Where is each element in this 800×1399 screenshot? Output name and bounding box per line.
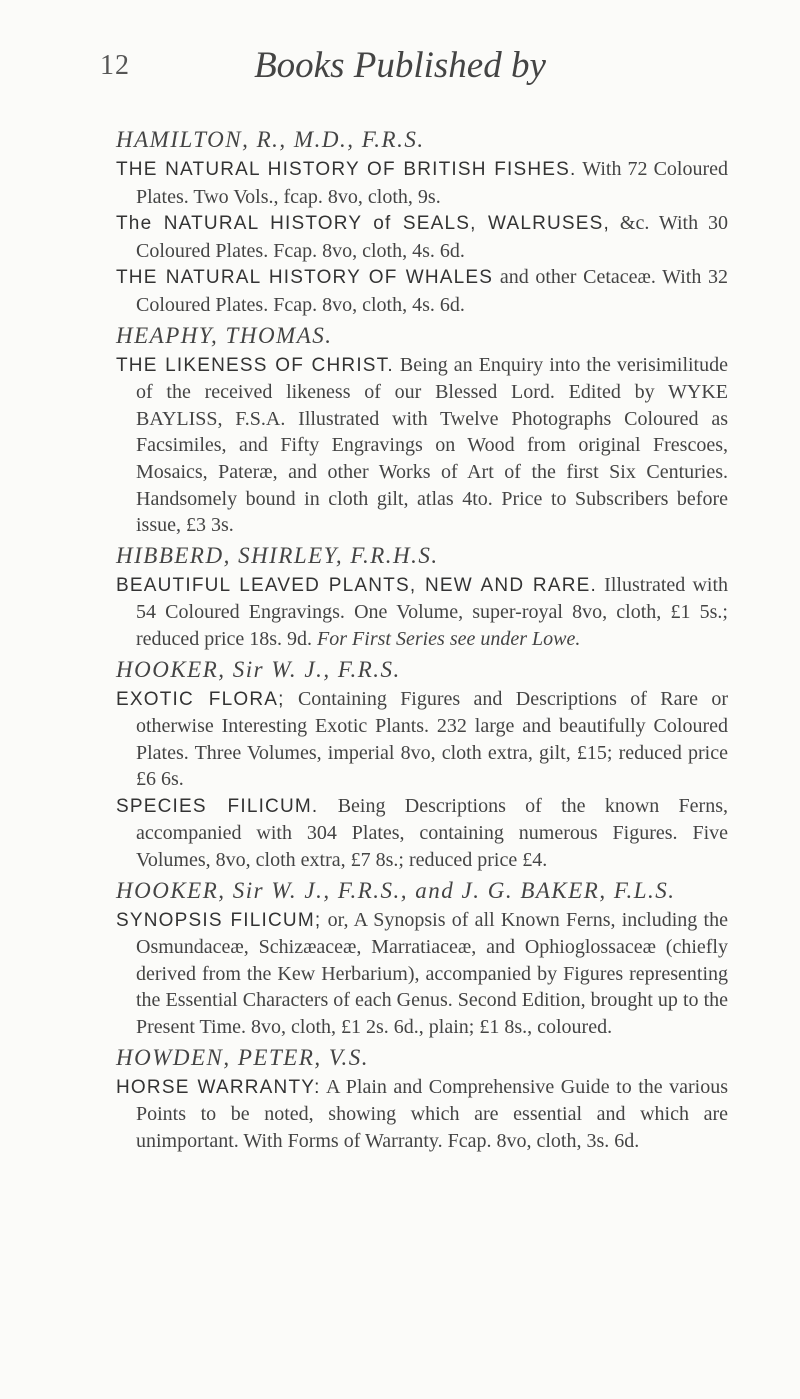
author-heading: HOOKER, Sir W. J., F.R.S. xyxy=(116,656,401,682)
author-heading: HIBBERD, SHIRLEY, F.R.H.S. xyxy=(116,542,439,568)
author-heading: HAMILTON, R., M.D., F.R.S. xyxy=(116,127,425,152)
author-heading: HOOKER, Sir W. J., F.R.S., and J. G. BAKER, F.L.S. xyxy=(116,877,676,903)
book-description: or, A Synopsis of all Known Ferns, including the Osmundaceæ, Schizæaceæ, Marratiaceæ, and Ophioglossaceæ (chiefly derived from the Kew Herbarium), accompanied by Figures representing the Essential Characters of each Genus. Second Edition, brought up to the Present Time. 8vo, cloth, £1 2s. 6d., plain; £1 8s., coloured. xyxy=(136,908,728,1039)
author-heading: HEAPHY, THOMAS. xyxy=(116,322,333,348)
page-header xyxy=(0,0,800,110)
book-item xyxy=(116,156,728,210)
book-description: Being an Enquiry into the verisimilitude of the received likeness of our Blessed Lord. Edited by WYKE BAYLISS, F.S.A. Illustrated with Twelve Photographs Coloured as Facsimiles, and Fifty Engravings on Wood from original Frescoes, Mosaics, Pateræ, and other Works of Art of the first Six Centuries. Handsomely bound in cloth gilt, atlas 4to. Price to Subscribers before issue, £3 3s. xyxy=(136,353,728,537)
book-title: SPECIES FILICUM. xyxy=(116,795,319,817)
author-entry xyxy=(116,653,728,874)
book-title: EXOTIC FLORA; xyxy=(116,688,285,710)
book-item xyxy=(116,210,728,264)
book-title: BEAUTIFUL LEAVED PLANTS, NEW AND RARE. xyxy=(116,574,597,596)
running-title: Books Published by xyxy=(254,45,546,86)
book-item xyxy=(116,264,728,318)
book-description: Being Descriptions of the known Ferns, accompanied with 304 Plates, containing numerous Figures. Five Volumes, 8vo, cloth extra, £7 8s.; reduced price £4. xyxy=(136,794,728,872)
page-number: 12 xyxy=(100,50,130,81)
book-item xyxy=(116,572,728,653)
book-description: Containing Figures and Descriptions of Rare or otherwise Interesting Exotic Plants. 232 large and beautifully Coloured Plates. Three Volumes, imperial 8vo, cloth extra, gilt, £15; reduced price £6 6s. xyxy=(136,687,728,791)
author-entry xyxy=(116,539,728,653)
book-title: The NATURAL HISTORY of SEALS, WALRUSES, xyxy=(116,213,611,235)
book-item xyxy=(116,686,728,793)
book-title: HORSE WARRANTY: xyxy=(116,1076,321,1098)
book-description: and other Cetaceæ. With 32 Coloured Plates. Fcap. 8vo, cloth, 4s. 6d. xyxy=(136,266,729,316)
author-entry xyxy=(116,874,728,1041)
book-title: THE NATURAL HISTORY OF BRITISH FISHES. xyxy=(116,159,577,180)
book-title: SYNOPSIS FILICUM; xyxy=(116,909,322,931)
catalogue-entries xyxy=(116,123,728,1154)
book-item xyxy=(116,1074,728,1155)
book-description: A Plain and Comprehensive Guide to the various Points to be noted, showing which are essential and which are unimportant. With Forms of Warranty. Fcap. 8vo, cloth, 3s. 6d. xyxy=(136,1075,729,1152)
author-entry xyxy=(116,319,728,539)
book-title: THE NATURAL HISTORY OF WHALES xyxy=(116,267,494,289)
book-title: THE LIKENESS OF CHRIST. xyxy=(116,354,394,376)
author-entry xyxy=(116,123,728,319)
author-entry xyxy=(116,1041,728,1155)
book-item xyxy=(116,907,728,1041)
book-description: Illustrated with 54 Coloured Engravings. One Volume, super-royal 8vo, cloth, £1 5s.; reduced price 18s. 9d. xyxy=(136,573,729,650)
book-item xyxy=(116,352,728,539)
cross-reference-note: For First Series see under Lowe. xyxy=(312,627,581,650)
book-item xyxy=(116,793,728,874)
book-description: &c. With 30 Coloured Plates. Fcap. 8vo, cloth, 4s. 6d. xyxy=(136,212,728,262)
author-heading: HOWDEN, PETER, V.S. xyxy=(116,1044,369,1070)
book-description: With 72 Coloured Plates. Two Vols., fcap. 8vo, cloth, 9s. xyxy=(136,158,728,208)
